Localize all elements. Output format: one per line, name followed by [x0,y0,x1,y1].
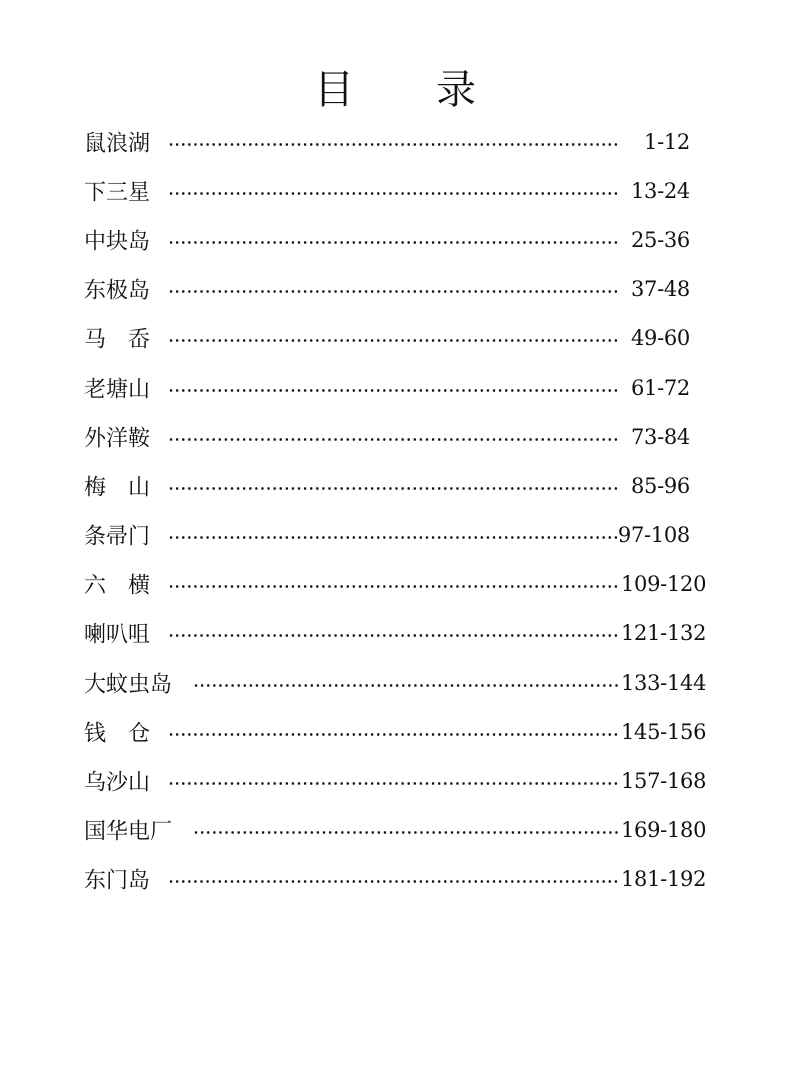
toc-entry-pages: 1-12 [644,129,690,154]
toc-entry [84,461,706,510]
title-char-1: 目 [314,67,354,113]
table-of-contents [84,117,706,904]
toc-entry-name: 钱 仓 [84,721,151,747]
toc-leader-dots [168,290,618,293]
toc-entry-name: 梅 山 [84,475,151,501]
toc-entry [84,215,706,264]
toc-entry-name: 六 横 [84,573,151,599]
toc-entry [84,560,706,609]
toc-entry-name: 鼠浪湖 [84,131,151,157]
toc-entry-pages: 61-72 [630,375,690,400]
toc-entry-name: 条帚门 [84,524,151,550]
toc-entry [84,363,706,412]
toc-entry-pages: 181-192 [621,867,707,892]
toc-entry-pages: 169-180 [621,818,707,843]
toc-entry-name: 喇叭咀 [84,622,151,648]
toc-entry-pages: 157-168 [621,769,707,794]
toc-leader-dots [168,241,618,244]
toc-leader-dots [168,880,619,883]
toc-entry [84,806,706,855]
toc-entry [84,658,706,707]
toc-entry-pages: 37-48 [630,277,690,302]
title-char-2: 录 [436,67,476,113]
toc-entry [84,265,706,314]
toc-entry [84,166,706,215]
toc-entry-pages: 73-84 [630,424,690,449]
toc-entry-pages: 133-144 [621,670,707,695]
toc-entry-name: 外洋鞍 [84,426,151,452]
toc-entry-pages: 25-36 [630,227,690,252]
toc-entry [84,117,706,166]
page-title [0,64,790,116]
toc-leader-dots [168,634,619,637]
toc-entry-pages: 121-132 [621,621,707,646]
toc-entry [84,756,706,805]
toc-entry [84,707,706,756]
toc-entry [84,609,706,658]
toc-entry-name: 东极岛 [84,278,151,304]
toc-entry [84,511,706,560]
toc-leader-dots [193,831,619,834]
toc-leader-dots [168,782,619,785]
toc-entry [84,314,706,363]
toc-entry-pages: 145-156 [621,719,707,744]
toc-leader-dots [168,585,619,588]
toc-leader-dots [168,143,618,146]
toc-leader-dots [168,438,618,441]
toc-entry-name: 马 岙 [84,327,151,353]
toc-entry-name: 下三星 [84,180,151,206]
toc-entry-pages: 85-96 [630,473,690,498]
toc-leader-dots [168,733,619,736]
toc-leader-dots [168,192,618,195]
toc-entry-name: 大蚊虫岛 [84,672,173,698]
toc-entry-name: 乌沙山 [84,770,151,796]
toc-entry-pages: 13-24 [630,178,690,203]
toc-leader-dots [168,339,618,342]
toc-entry-name: 东门岛 [84,868,151,894]
toc-leader-dots [168,536,618,539]
toc-entry-pages: 97-108 [617,523,690,548]
toc-leader-dots [168,487,618,490]
toc-entry [84,412,706,461]
toc-entry-name: 老塘山 [84,377,151,403]
toc-entry [84,855,706,904]
toc-entry-pages: 109-120 [621,572,707,597]
toc-entry-name: 中块岛 [84,229,151,255]
toc-entry-pages: 49-60 [630,326,690,351]
toc-entry-name: 国华电厂 [84,819,173,845]
toc-leader-dots [168,389,618,392]
toc-leader-dots [193,684,619,687]
